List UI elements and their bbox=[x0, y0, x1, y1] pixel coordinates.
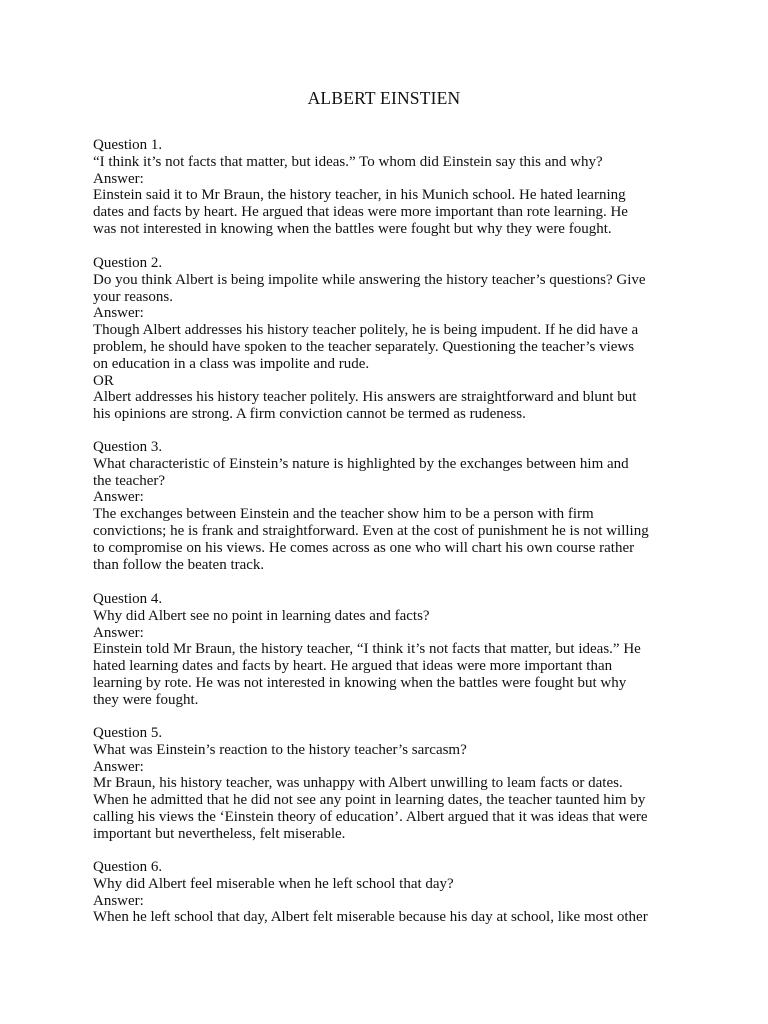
question-text-line: “I think it’s not facts that matter, but ideas.” To whom did Einstein say this and why? bbox=[93, 153, 603, 170]
answer-text-line: dates and facts by heart. He argued that ideas were more important than rote learning. He bbox=[93, 204, 628, 221]
answer-text-line: on education in a class was impolite and rude. bbox=[93, 355, 370, 372]
answer-label: Answer: bbox=[93, 489, 144, 506]
answer-text-line: The exchanges between Einstein and the teacher show him to be a person with firm bbox=[93, 506, 594, 523]
answer-text-line: than follow the beaten track. bbox=[93, 556, 265, 573]
answer-text-line: Albert addresses his history teacher politely. His answers are straightforward and blunt but bbox=[93, 389, 637, 406]
answer-text-line: When he left school that day, Albert felt miserable because his day at school, like most other bbox=[93, 909, 648, 926]
question-label: Question 6. bbox=[93, 859, 163, 875]
answer-text-line: calling his views the ‘Einstein theory of education’. Albert argued that it was ideas that were bbox=[93, 808, 648, 825]
answer-text-line: problem, he should have spoken to the teacher separately. Questioning the teacher’s views bbox=[93, 338, 635, 355]
answer-label: Answer: bbox=[93, 305, 144, 322]
question-label: Question 5. bbox=[93, 725, 163, 741]
question-block-2 bbox=[93, 255, 683, 423]
answer-text-line: was not interested in knowing when the battles were fought but why they were fought. bbox=[93, 220, 612, 237]
question-block-6 bbox=[93, 859, 683, 926]
answer-text-line: learning by rote. He was not interested in knowing when the battles were fought but why bbox=[93, 674, 627, 691]
answer-text-line: to compromise on his views. He comes across as one who will chart his own course rather bbox=[93, 539, 635, 556]
page-title: ALBERT EINSTIEN bbox=[307, 88, 461, 108]
answer-text-line: Mr Braun, his history teacher, was unhappy with Albert unwilling to leam facts or dates. bbox=[93, 775, 623, 792]
answer-text-line: they were fought. bbox=[93, 691, 199, 708]
question-label: Question 2. bbox=[93, 255, 163, 271]
answer-text-line: his opinions are strong. A firm conviction cannot be termed as rudeness. bbox=[93, 406, 526, 423]
answer-label: Answer: bbox=[93, 758, 144, 775]
question-label: Question 1. bbox=[93, 137, 163, 153]
question-text-line: Why did Albert see no point in learning dates and facts? bbox=[93, 607, 430, 624]
answer-label: Answer: bbox=[93, 170, 144, 187]
answer-text-line: convictions; he is frank and straightforward. Even at the cost of punishment he is not willing bbox=[93, 522, 649, 539]
question-block-3 bbox=[93, 439, 683, 573]
question-text-line: Why did Albert feel miserable when he left school that day? bbox=[93, 875, 454, 892]
answer-text-line: Einstein told Mr Braun, the history teacher, “I think it’s not facts that matter, but ideas.” He bbox=[93, 641, 641, 658]
answer-text-line: hated learning dates and facts by heart. He argued that ideas were more important than bbox=[93, 658, 613, 675]
question-text-line: the teacher? bbox=[93, 472, 166, 489]
question-block-4 bbox=[93, 591, 683, 709]
question-text-line: your reasons. bbox=[93, 288, 173, 305]
answer-separator: OR bbox=[93, 372, 114, 389]
question-block-5 bbox=[93, 725, 683, 843]
question-label: Question 3. bbox=[93, 439, 163, 455]
answer-text-line: Though Albert addresses his history teacher politely, he is being impudent. If he did have a bbox=[93, 322, 639, 339]
question-text-line: Do you think Albert is being impolite while answering the history teacher’s questions? Give bbox=[93, 271, 646, 288]
answer-text-line: important but nevertheless, felt miserable. bbox=[93, 825, 346, 842]
answer-text-line: Einstein said it to Mr Braun, the history teacher, in his Munich school. He hated learning bbox=[93, 187, 626, 204]
answer-label: Answer: bbox=[93, 892, 144, 909]
answer-text-line: When he admitted that he did not see any point in learning dates, the teacher taunted him by bbox=[93, 792, 646, 809]
question-block-1 bbox=[93, 137, 683, 238]
question-text-line: What was Einstein’s reaction to the history teacher’s sarcasm? bbox=[93, 741, 467, 758]
answer-label: Answer: bbox=[93, 624, 144, 641]
question-text-line: What characteristic of Einstein’s nature is highlighted by the exchanges between him and bbox=[93, 455, 629, 472]
question-label: Question 4. bbox=[93, 591, 163, 607]
